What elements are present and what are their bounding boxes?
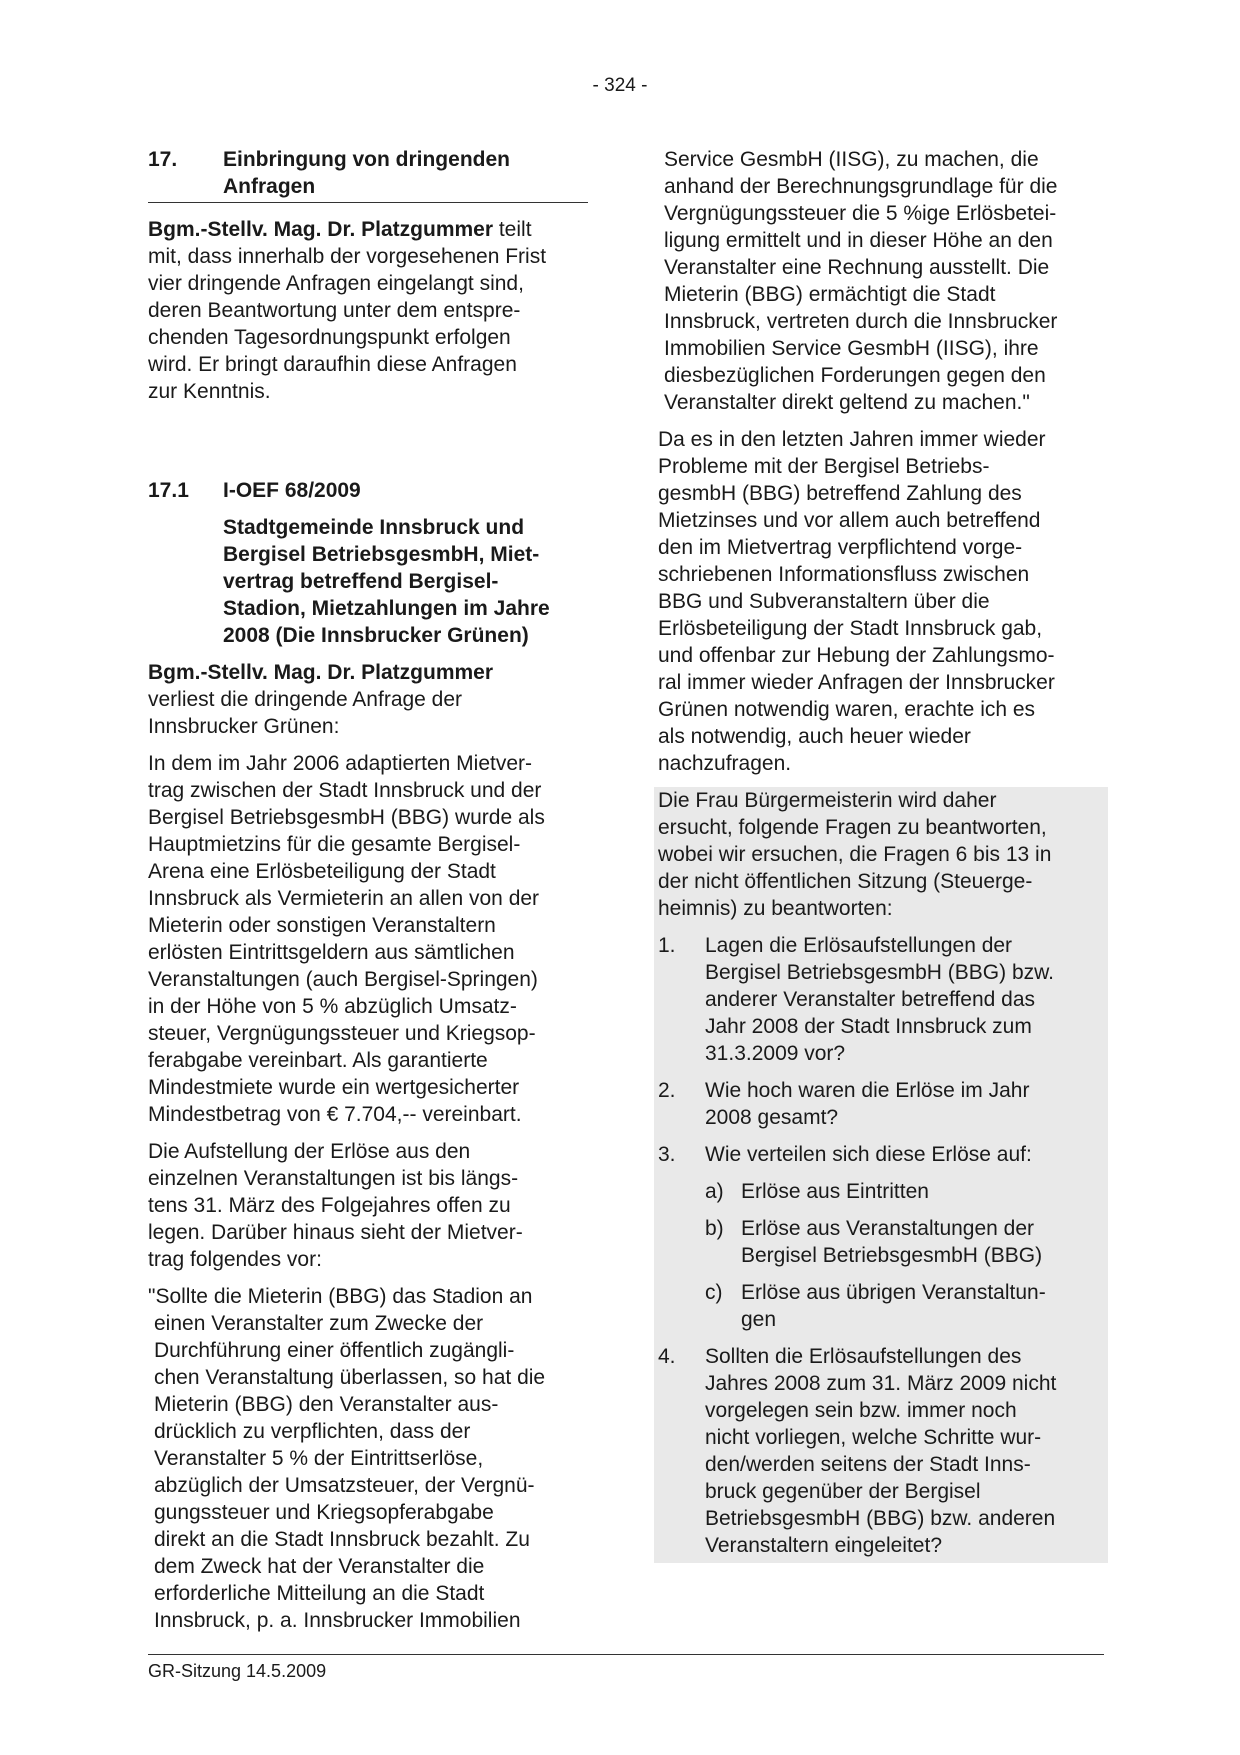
subsection-heading	[148, 477, 588, 504]
contract-quote-continued: Service GesmbH (IISG), zu machen, die anhand der Berechnungsgrundlage für die Vergnügungssteuer die 5 %ige Erlösbetei- ligung ermittelt und in dieser Höhe an den Veranstalter eine Rechnung ausstellt. Die Mieterin (BBG) ermächtigt die Stadt Innsbruck, vertreten durch die Innsbrucker Immobilien Service GesmbH (IISG), ihre diesbezüglichen Forderungen gegen den Veranstalter direkt geltend zu machen."	[664, 148, 1058, 414]
question-number: 2.	[658, 1079, 676, 1102]
left-column	[148, 146, 588, 1644]
question-text: Wie verteilen sich diese Erlöse auf:	[705, 1143, 1032, 1166]
sub-item-text: Erlöse aus Eintritten	[741, 1180, 929, 1203]
footer-divider	[148, 1654, 1104, 1655]
request-paragraph: Die Frau Bürgermeisterin wird daher ersucht, folgende Fragen zu beantworten, wobei wir ersuchen, die Fragen 6 bis 13 in der nicht öffentlichen Sitzung (Steuerge- heimnis) zu beantworten:	[658, 789, 1052, 920]
reading-paragraph: Bgm.-Stellv. Mag. Dr. Platzgummer verliest die dringende Anfrage der Innsbrucker Grünen:	[148, 661, 494, 738]
question-number: 4.	[658, 1345, 676, 1368]
question-1	[658, 932, 1104, 1067]
sub-item-letter: b)	[705, 1217, 724, 1240]
question-4	[658, 1343, 1104, 1559]
question-number: 3.	[658, 1143, 676, 1166]
section-title: Einbringung von dringenden Anfragen	[223, 148, 510, 198]
questions-box	[654, 787, 1108, 1563]
subsection-code: I-OEF 68/2009	[223, 479, 361, 502]
question-2	[658, 1077, 1104, 1131]
question-text: Sollten die Erlösaufstellungen des Jahres 2008 zum 31. März 2009 nicht vorgelegen sein bzw. immer noch nicht vorliegen, welche Schritte wur- den/werden seitens der Stadt Inns- bruck gegenüber der Bergisel BetriebsgesmbH (BBG) bzw. anderen Veranstaltern eingeleitet?	[705, 1345, 1057, 1557]
question-3	[658, 1141, 1104, 1168]
sub-item-letter: a)	[705, 1180, 724, 1203]
subsection-number: 17.1	[148, 479, 189, 502]
intro-paragraph: Bgm.-Stellv. Mag. Dr. Platzgummer teilt mit, dass innerhalb der vorgesehenen Frist vier dringende Anfragen eingelangt sind, deren Beantwortung unter dem entspre- chenden Tagesordnungspunkt erfolgen wird. Er bringt daraufhin diese Anfragen zur Kenntnis.	[148, 218, 547, 403]
question-number: 1.	[658, 934, 676, 957]
question-text: Wie hoch waren die Erlöse im Jahr 2008 gesamt?	[705, 1079, 1030, 1129]
revenue-statement-paragraph: Die Aufstellung der Erlöse aus den einzelnen Veranstaltungen ist bis längs- tens 31. März des Folgejahres offen zu legen. Darüber hinaus sieht der Mietver- trag folgendes vor:	[148, 1140, 523, 1271]
contract-quote: "Sollte die Mieterin (BBG) das Stadion an einen Veranstalter zum Zwecke der Durchführung einer öffentlich zugängli- chen Veranstaltung überlassen, so hat die Mieterin (BBG) den Veranstalter aus- drücklich zu verpflichten, dass der Veranstalter 5 % der Eintrittserlöse, abzüglich der Umsatzsteuer, der Vergnü- gungssteuer und Kriegsopferabgabe direkt an die Stadt Innsbruck bezahlt. Zu dem Zweck hat der Veranstalter die erforderliche Mitteilung an die Stadt Innsbruck, p. a. Innsbrucker Immobilien	[148, 1285, 546, 1632]
sub-item-a	[705, 1178, 1104, 1205]
problems-paragraph: Da es in den letzten Jahren immer wieder Probleme mit der Bergisel Betriebs- gesmbH (BBG) betreffend Zahlung des Mietzinses und vor allem auch betreffend den im Mietvertrag verpflichtend vorge- schriebenen Informationsfluss zwischen BBG und Subveranstaltern über die Erlösbeteiligung der Stadt Innsbruck gab, und offenbar zur Hebung der Zahlungsmo- ral immer wieder Anfragen der Innsbrucker Grünen notwendig waren, erachte ich es als notwendig, auch heuer wieder nachzufragen.	[658, 428, 1055, 775]
sub-item-text: Erlöse aus Veranstaltungen der Bergisel BetriebsgesmbH (BBG)	[741, 1217, 1043, 1267]
footer-text: GR-Sitzung 14.5.2009	[148, 1661, 327, 1681]
speaker-name: Bgm.-Stellv. Mag. Dr. Platzgummer	[148, 661, 494, 684]
section-heading	[148, 146, 588, 203]
section-number: 17.	[148, 148, 178, 171]
speaker-name: Bgm.-Stellv. Mag. Dr. Platzgummer	[148, 218, 494, 241]
sub-item-letter: c)	[705, 1281, 723, 1304]
subsection-title: Stadtgemeinde Innsbruck und Bergisel BetriebsgesmbH, Miet- vertrag betreffend Bergisel- Stadion, Mietzahlungen im Jahre 2008 (Die Innsbrucker Grünen)	[223, 516, 550, 647]
sub-item-b	[705, 1215, 1104, 1269]
rental-contract-paragraph: In dem im Jahr 2006 adaptierten Mietver- trag zwischen der Stadt Innsbruck und der Bergisel BetriebsgesmbH (BBG) wurde als Hauptmietzins für die gesamte Bergisel- Arena eine Erlösbeteiligung der Stadt Innsbruck als Vermieterin an allen von der Mieterin oder sonstigen Veranstaltern erlösten Eintrittsgeldern aus sämtlichen Veranstaltungen (auch Bergisel-Springen) in der Höhe von 5 % abzüglich Umsatz- steuer, Vergnügungssteuer und Kriegsop- ferabgabe vereinbart. Als garantierte Mindestmiete wurde ein wertgesicherter Mindestbetrag von € 7.704,-- vereinbart.	[148, 752, 545, 1126]
right-column	[658, 146, 1104, 1563]
question-text: Lagen die Erlösaufstellungen der Bergisel BetriebsgesmbH (BBG) bzw. anderer Veranstalter betreffend das Jahr 2008 der Stadt Innsbruck zum 31.3.2009 vor?	[705, 934, 1054, 1065]
sub-item-c	[705, 1279, 1104, 1333]
sub-item-text: Erlöse aus übrigen Veranstaltun- gen	[741, 1281, 1046, 1331]
page-number: - 324 -	[592, 75, 648, 96]
